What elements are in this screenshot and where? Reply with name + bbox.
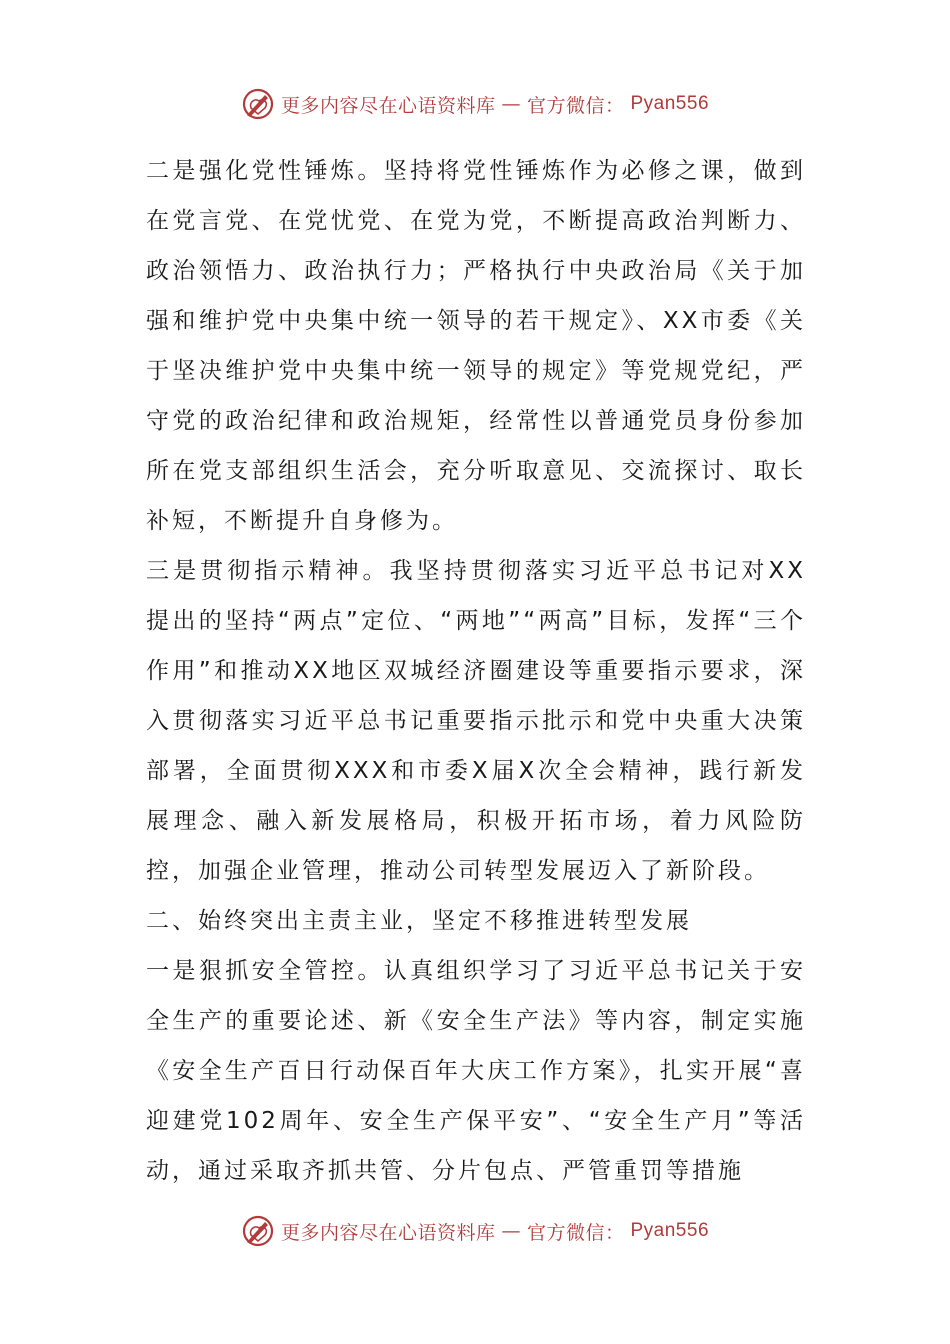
- section-heading-main-business: 二、始终突出主责主业，坚定不移推进转型发展: [146, 908, 692, 934]
- watermark-site-text: 更多内容尽在心语资料库: [280, 1221, 496, 1244]
- watermark-wechat-label: 官方微信：: [526, 94, 625, 117]
- watermark-banner-top: [0, 84, 950, 124]
- paragraph-safety-control: 一是狠抓安全管控。认真组织学习了习近平总书记关于安全生产的重要论述、新《安全生产法》等内容，制定实施《安全生产百日行动保百年大庆工作方案》，扎实开展“喜迎建党102周年、安全生产保平安”、“安全生产月”等活动，通过采取齐抓共管、分片包点、严管重罚等措施: [146, 958, 806, 1184]
- pen-heart-logo-icon: [241, 87, 275, 121]
- watermark-wechat-id: Pyan556: [630, 1220, 710, 1241]
- watermark-wechat-label: 官方微信：: [526, 1221, 625, 1244]
- watermark-dash: —: [501, 1220, 521, 1242]
- pen-heart-logo-icon: [241, 1214, 275, 1248]
- watermark-site-text: 更多内容尽在心语资料库: [280, 94, 496, 117]
- paragraph-instructions-spirit: 三是贯彻指示精神。我坚持贯彻落实习近平总书记对XX提出的坚持“两点”定位、“两地”“两高”目标，发挥“三个作用”和推动XX地区双城经济圈建设等重要指示要求，深入贯彻落实习近平总书记重要指示批示和党中央重大决策部署，全面贯彻XXX和市委X届X次全会精神，践行新发展理念、融入新发展格局，积极开拓市场，着力风险防控，加强企业管理，推动公司转型发展迈入了新阶段。: [146, 558, 806, 884]
- paragraph-party-discipline: 二是强化党性锤炼。坚持将党性锤炼作为必修之课，做到在党言党、在党忧党、在党为党，不断提高政治判断力、政治领悟力、政治执行力；严格执行中央政治局《关于加强和维护党中央集中统一领导的若干规定》、XX市委《关于坚决维护党中央集中统一领导的规定》等党规党纪，严守党的政治纪律和政治规矩，经常性以普通党员身份参加所在党支部组织生活会，充分听取意见、交流探讨、取长补短，不断提升自身修为。: [146, 158, 806, 534]
- watermark-dash: —: [501, 93, 521, 115]
- watermark-banner-bottom: [0, 1211, 950, 1251]
- watermark-wechat-id: Pyan556: [630, 93, 710, 114]
- document-body: [146, 146, 806, 1196]
